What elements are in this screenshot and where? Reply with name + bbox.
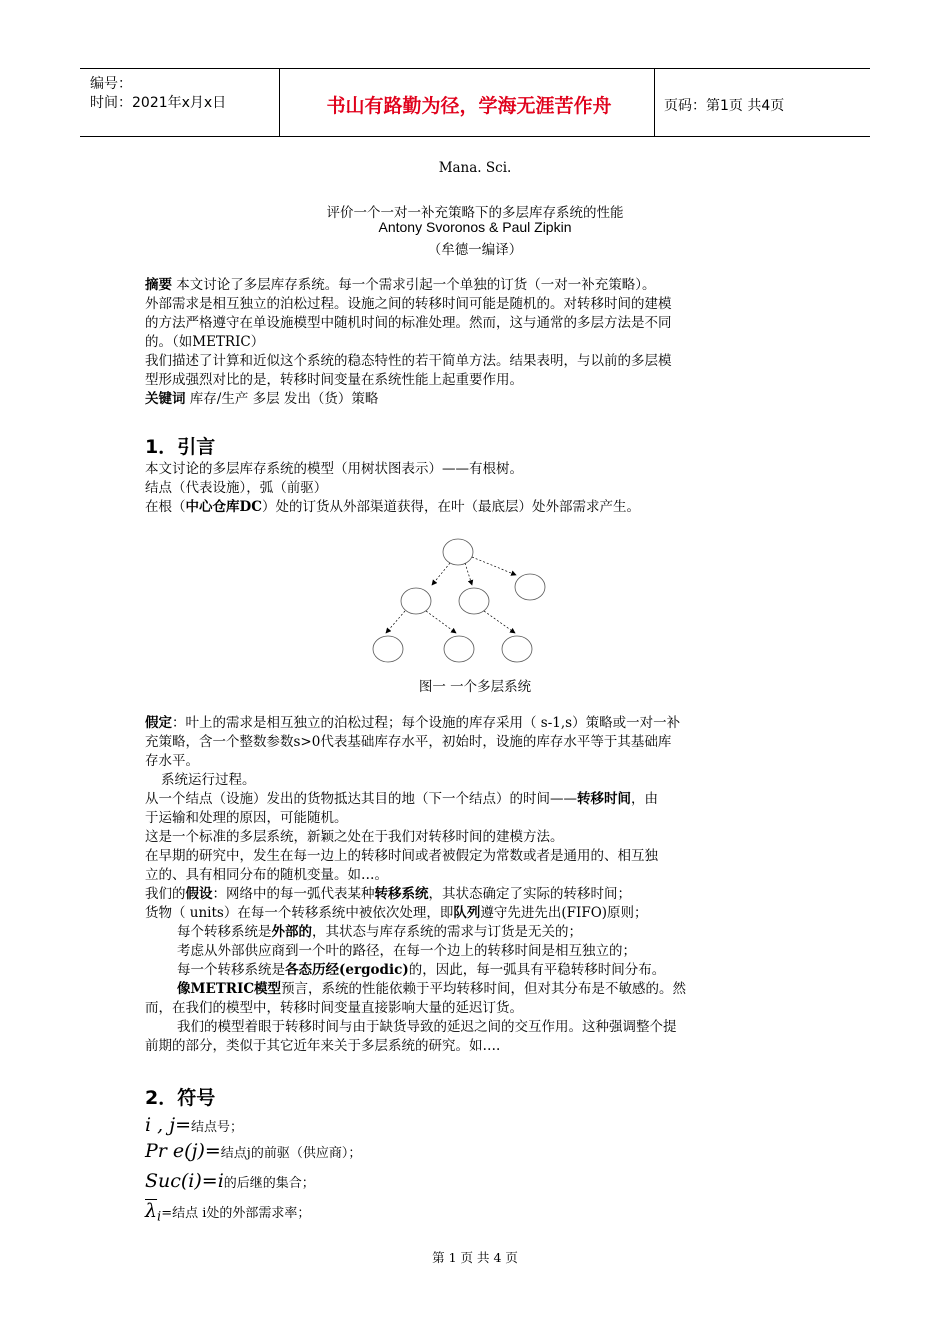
notation-text: 结点j的前驱（供应商）； bbox=[220, 1146, 362, 1161]
text-run-bold: 假定 bbox=[145, 715, 172, 731]
keywords: 库存/生产 多层 发出（货）策略 bbox=[185, 391, 379, 407]
header-page-info: 页码：第1页 共4页 bbox=[664, 98, 785, 114]
paragraph-line: 考虑从外部供应商到一个叶的路径，在每一个边上的转移时间是相互独立的； bbox=[177, 943, 636, 959]
abstract bbox=[145, 276, 807, 409]
figure-caption: 图一 一个多层系统 bbox=[418, 679, 532, 695]
notation-item bbox=[145, 1112, 807, 1138]
text-run: 从一个结点（设施）发出的货物抵达其目的地（下一个结点）的时间—— bbox=[145, 791, 577, 807]
abstract-line: 我们描述了计算和近似这个系统的稳态特性的若干简单方法。结果表明，与以前的多层模 bbox=[145, 353, 672, 369]
text-run: ：网络中的每一弧代表某种 bbox=[212, 886, 375, 902]
text-run-bold: 队列 bbox=[453, 905, 481, 921]
tree-diagram bbox=[360, 535, 560, 665]
journal-name: Mana. Sci. bbox=[438, 160, 512, 176]
text-run: 每个转移系统是 bbox=[177, 924, 272, 940]
text-run: 我们的 bbox=[145, 886, 186, 902]
arc bbox=[432, 563, 450, 585]
arc bbox=[472, 557, 516, 575]
text-run: ，由 bbox=[631, 791, 658, 807]
paragraph-line: 充策略，含一个整数参数s>0代表基础库存水平，初始时，设施的库存水平等于其基础库 bbox=[145, 734, 672, 750]
text-run: 每一个转移系统是 bbox=[177, 962, 285, 978]
header-left bbox=[90, 75, 226, 113]
notation-list bbox=[145, 1112, 807, 1228]
abstract-line: 外部需求是相互独立的泊松过程。设施之间的转移时间可能是随机的。对转移时间的建模 bbox=[145, 296, 672, 312]
paragraph-line: 前期的部分，类似于其它近年来关于多层系统的研究。如…. bbox=[145, 1038, 501, 1054]
paragraph-line: 立的、具有相同分布的随机变量。如…。 bbox=[145, 867, 388, 883]
node-root bbox=[443, 539, 473, 565]
paper-authors: Antony Svoronos & Paul Zipkin bbox=[378, 219, 572, 235]
paragraph-line: 存水平。 bbox=[145, 753, 199, 769]
text-run: 货物（ units）在每一个转移系统中被依次处理，即 bbox=[145, 905, 454, 921]
text-run-bold: 转移系统 bbox=[374, 886, 429, 902]
paragraph-line: 于运输和处理的原因，可能随机。 bbox=[145, 810, 348, 826]
paragraph-line: 本文讨论的多层库存系统的模型（用树状图表示）——有根树。 bbox=[145, 461, 523, 477]
section-heading: 2．符号 bbox=[145, 1087, 216, 1109]
abstract-line: 型形成强烈对比的是，转移时间变量在系统性能上起重要作用。 bbox=[145, 372, 523, 388]
text-run: ）处的订货从外部渠道获得，在叶（最底层）处外部需求产生。 bbox=[261, 499, 640, 515]
math-subscript: i bbox=[157, 1209, 162, 1225]
notation-text: 的后继的集合； bbox=[223, 1176, 315, 1191]
arc bbox=[484, 611, 515, 633]
number-label: 编号： bbox=[90, 76, 132, 92]
header-motto: 书山有路勤为径，学海无涯苦作舟 bbox=[326, 95, 612, 117]
arc bbox=[386, 611, 405, 633]
section-heading: 1．引言 bbox=[145, 436, 216, 458]
node-leaf bbox=[502, 636, 532, 662]
math-symbol: i , j= bbox=[145, 1114, 192, 1136]
page-header bbox=[80, 68, 870, 137]
page-footer: 第 1 页 共 4 页 bbox=[432, 1250, 518, 1265]
text-run: 预言，系统的性能依赖于平均转移时间，但对其分布是不敏感的。然 bbox=[281, 981, 687, 997]
notation-text: =结点 i处的外部需求率； bbox=[161, 1206, 311, 1221]
arc bbox=[426, 611, 456, 633]
text-run: 的，因此，每一弧具有平稳转移时间分布。 bbox=[408, 962, 666, 978]
arc bbox=[465, 563, 472, 585]
paragraph-line: 结点（代表设施），弧（前驱） bbox=[145, 480, 328, 496]
paragraph-line: 系统运行过程。 bbox=[161, 772, 256, 788]
notation-item bbox=[145, 1138, 807, 1168]
text-run-bold: 外部的 bbox=[271, 924, 312, 940]
abstract-line: 的。（如METRIC） bbox=[145, 334, 265, 350]
paragraph-line: 而，在我们的模型中，转移时间变量直接影响大量的延迟订货。 bbox=[145, 1000, 523, 1016]
paper-title: 评价一个一对一补充策略下的多层库存系统的性能 bbox=[326, 205, 624, 221]
text-run-bold: 中心仓库DC bbox=[185, 499, 262, 515]
translator: （牟德一编译） bbox=[427, 242, 523, 258]
notation-item bbox=[145, 1198, 807, 1228]
notation-text: 结点号； bbox=[191, 1120, 244, 1135]
abstract-line: 的方法严格遵守在单设施模型中随机时间的标准处理。然而，这与通常的多层方法是不同 bbox=[145, 315, 672, 331]
notation-item bbox=[145, 1168, 807, 1198]
abstract-label: 摘要 bbox=[145, 277, 172, 293]
text-run: ，其状态与库存系统的需求与订货是无关的； bbox=[312, 924, 582, 940]
text-run-bold: 各态历经(ergodic) bbox=[285, 962, 409, 978]
math-symbol: $\overline{\lambda}$ bbox=[145, 1200, 158, 1222]
text-run: ，其状态确定了实际的转移时间； bbox=[428, 886, 631, 902]
text-run: ：叶上的需求是相互独立的泊松过程；每个设施的库存采用（ s-1,s）策略或一对一补 bbox=[172, 715, 681, 731]
text-run: 在根（ bbox=[145, 499, 186, 515]
section1-body bbox=[145, 714, 807, 1056]
header-divider bbox=[654, 69, 655, 136]
header-divider bbox=[279, 69, 280, 136]
node-level2 bbox=[459, 588, 489, 614]
node-leaf bbox=[373, 636, 403, 662]
time-label: 时间：2021年x月x日 bbox=[90, 95, 227, 111]
node-level2 bbox=[515, 574, 545, 600]
paragraph-line: 这是一个标准的多层系统，新颖之处在于我们对转移时间的建模方法。 bbox=[145, 829, 564, 845]
abstract-line: 本文讨论了多层库存系统。每一个需求引起一个单独的订货（一对一补充策略）。 bbox=[172, 277, 656, 293]
text-run-bold: 假设 bbox=[185, 886, 213, 902]
node-leaf bbox=[444, 636, 474, 662]
keywords-label: 关键词 bbox=[145, 391, 186, 407]
math-symbol: Pr e(j)= bbox=[145, 1140, 221, 1162]
paragraph-line: 在早期的研究中，发生在每一边上的转移时间或者被假定为常数或者是通用的、相互独 bbox=[145, 848, 658, 864]
paragraph-line: 我们的模型着眼于转移时间与由于缺货导致的延迟之间的交互作用。这种强调整个提 bbox=[177, 1019, 677, 1035]
math-symbol: Suc(i)=i bbox=[145, 1170, 224, 1192]
text-run-bold: 像METRIC模型 bbox=[177, 981, 282, 997]
section1-intro bbox=[145, 460, 807, 517]
text-run-bold: 转移时间 bbox=[577, 791, 631, 807]
text-run: 遵守先进先出(FIFO)原则； bbox=[480, 905, 648, 921]
node-level2 bbox=[401, 588, 431, 614]
